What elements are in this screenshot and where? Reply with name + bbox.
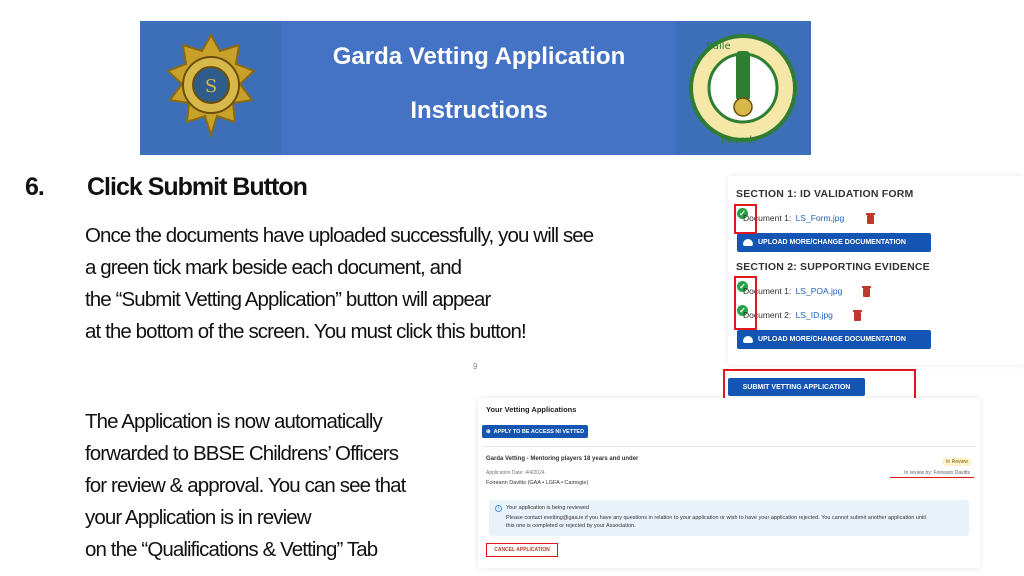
- banner-subtitle: Instructions: [410, 97, 548, 124]
- document-link[interactable]: LS_POA.jpg: [795, 286, 843, 296]
- page-number: 9: [473, 362, 478, 371]
- step-number: 6.: [25, 173, 44, 201]
- application-date: Application Date: 4/4/2024: [486, 470, 545, 476]
- instruction-line: on the “Qualifications & Vetting” Tab: [85, 538, 378, 561]
- gaa-club-crest-icon: [676, 21, 811, 155]
- garda-crest-icon: [140, 21, 282, 155]
- document-label: Document 2:: [743, 310, 792, 320]
- instruction-line: at the bottom of the screen. You must click this button!: [85, 320, 526, 343]
- instruction-line: The Application is now automatically: [85, 410, 382, 433]
- banner-title: Garda Vetting Application: [332, 43, 626, 70]
- submit-vetting-application-button[interactable]: SUBMIT VETTING APPLICATION: [728, 378, 865, 396]
- check-circle-icon: ✓: [737, 305, 748, 316]
- notice-text: Please contact evetting@gaa.ie if you have any questions in relation to your application or wish to have your application rejected. You cannot submit another application until: [506, 515, 926, 521]
- status-badge: In Review: [942, 458, 972, 466]
- document-row: [743, 213, 844, 223]
- cloud-upload-icon: [743, 239, 753, 246]
- tick-highlight: [734, 276, 757, 330]
- step-title: Click Submit Button: [87, 173, 307, 201]
- instruction-line: forwarded to BBSE Childrens’ Officers: [85, 442, 399, 465]
- svg-text:S: S: [204, 76, 218, 97]
- application-organisation: Foireann Davitts (GAA • LGFA • Camogie): [486, 480, 589, 486]
- upload-documentation-button[interactable]: [737, 330, 931, 349]
- check-circle-icon: ✓: [737, 208, 748, 219]
- document-link[interactable]: LS_ID.jpg: [795, 310, 833, 320]
- check-circle-icon: ✓: [737, 281, 748, 292]
- notice-text: this one is completed or rejected by your Association.: [506, 523, 636, 529]
- vetting-applications-panel: [478, 398, 980, 568]
- info-icon: i: [495, 505, 502, 512]
- upload-documentation-button[interactable]: [737, 233, 931, 252]
- cancel-application-button[interactable]: CANCEL APPLICATION: [486, 543, 558, 557]
- instruction-line: a green tick mark beside each document, and: [85, 256, 462, 279]
- section1-heading: SECTION 1: ID VALIDATION FORM: [736, 188, 914, 200]
- trash-icon[interactable]: [854, 312, 861, 321]
- application-title: Garda Vetting - Mentoring players 18 years and under: [486, 456, 639, 462]
- header-banner: [140, 21, 811, 155]
- instruction-line: your Application is in review: [85, 506, 311, 529]
- apply-access-ni-label: APPLY TO BE ACCESS NI VETTED: [493, 428, 585, 435]
- trash-icon[interactable]: [867, 215, 874, 224]
- reviewer-underline: [890, 477, 974, 478]
- tick-highlight: [734, 204, 757, 234]
- review-notice: [489, 500, 969, 536]
- reviewer-text: In review by: Foireann Davitts: [904, 470, 970, 476]
- instruction-line: for review & approval. You can see that: [85, 474, 406, 497]
- apply-access-ni-button[interactable]: [482, 425, 588, 438]
- document-label: Document 1:: [743, 213, 792, 223]
- document-upload-panel: [728, 176, 1024, 365]
- document-row: [743, 286, 842, 296]
- plus-circle-icon: ⊕: [486, 428, 491, 435]
- cloud-upload-icon: [743, 336, 753, 343]
- trash-icon[interactable]: [863, 288, 870, 297]
- document-link[interactable]: LS_Form.jpg: [795, 213, 845, 223]
- section2-heading: SECTION 2: SUPPORTING EVIDENCE: [736, 261, 930, 273]
- document-label: Document 1:: [743, 286, 792, 296]
- upload-button-label: UPLOAD MORE/CHANGE DOCUMENTATION: [758, 239, 906, 246]
- instruction-line: the “Submit Vetting Application” button will appear: [85, 288, 491, 311]
- svg-text:Baile: Baile: [706, 41, 731, 52]
- svg-text:naomh: naomh: [721, 135, 756, 146]
- notice-heading: Your application is being reviewed: [506, 505, 589, 511]
- upload-button-label: UPLOAD MORE/CHANGE DOCUMENTATION: [758, 336, 906, 343]
- instruction-line: Once the documents have uploaded successfully, you will see: [85, 224, 594, 247]
- divider: [482, 446, 976, 447]
- applications-title: Your Vetting Applications: [486, 405, 577, 414]
